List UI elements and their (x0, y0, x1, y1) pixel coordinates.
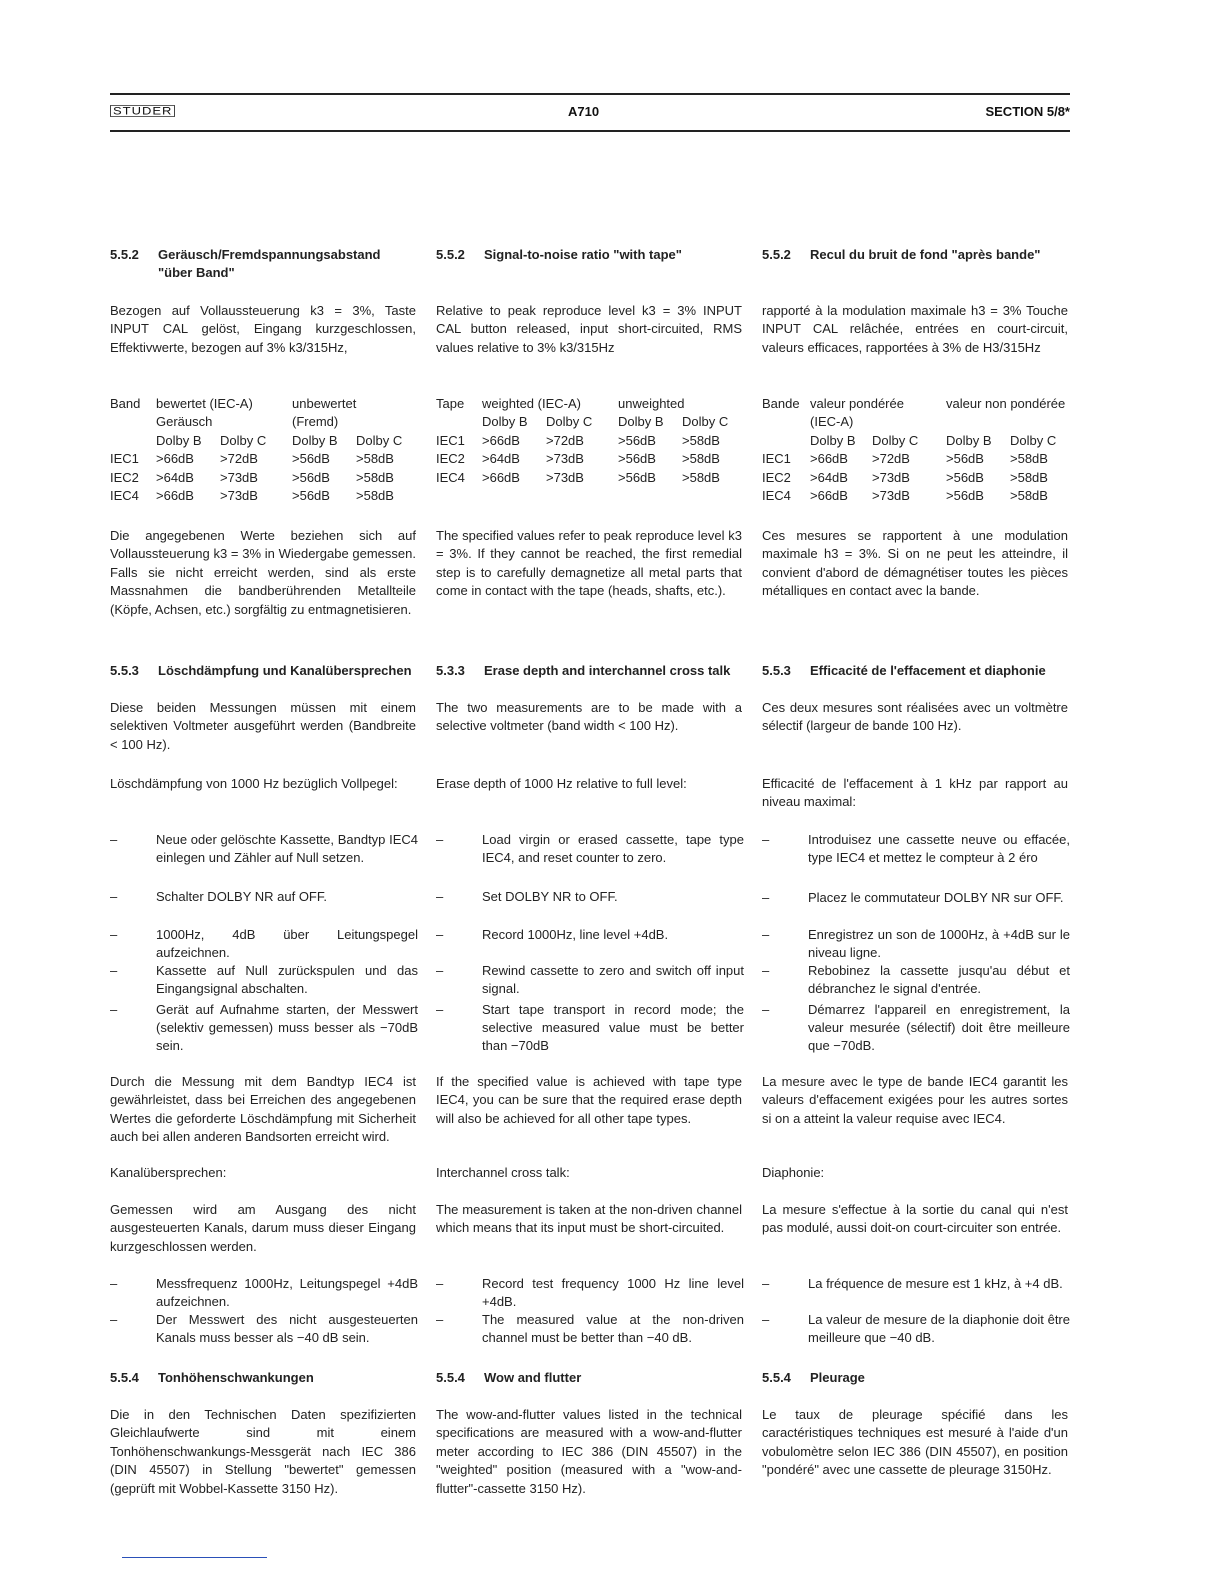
table-weighted-header: valeur pondérée (810, 396, 904, 411)
table-tape-type: IEC4 (110, 488, 139, 504)
list-dash: – (762, 1312, 770, 1327)
table-value: >64dB (156, 469, 194, 485)
list-item-text: Rebobinez la cassette jusqu'au début et débranchez le signal d'entrée. (808, 963, 1070, 996)
heading-title: Signal-to-noise ratio "with tape" (484, 247, 682, 262)
header-rule-top (110, 93, 1070, 95)
heading-title: Wow and flutter (484, 1370, 582, 1385)
paragraph: La mesure s'effectue à la sortie du canal qui n'est pas modulé, aussi doit-on court-circuiter son entrée. (762, 1202, 1068, 1236)
table-dolby-header: Dolby C (220, 432, 267, 448)
table-value: >56dB (618, 469, 656, 485)
heading-title: Efficacité de l'effacement et diaphonie (810, 663, 1046, 678)
section-heading (762, 662, 1068, 680)
table-value: >64dB (810, 469, 848, 485)
table-value: >66dB (482, 432, 520, 448)
table-value: >56dB (292, 469, 330, 485)
paragraph: The two measurements are to be made with a selective voltmeter (band width < 100 Hz). (436, 700, 742, 734)
table-tape-type: IEC1 (762, 451, 791, 467)
table-dolby-header: Dolby C (682, 414, 729, 430)
list-dash: – (762, 963, 770, 978)
table-row (110, 487, 416, 505)
list-dash: – (436, 1276, 444, 1291)
table-dolby-header: Dolby B (946, 432, 992, 448)
table-spacer (110, 432, 156, 450)
paragraph: If the specified value is achieved with tape type IEC4, you can be sure that the required erase depth will also be achieved for all other tape types. (436, 1074, 742, 1126)
heading-title: Recul du bruit de fond "après bande" (810, 247, 1041, 262)
table-value: >73dB (546, 469, 584, 485)
table-value: >66dB (482, 469, 520, 485)
list-item-text: Load virgin or erased cassette, tape type IEC4, and reset counter to zero. (482, 832, 744, 865)
list-dash: – (762, 890, 770, 905)
section-heading (436, 246, 742, 264)
list-item-text: Neue oder gelöschte Kassette, Bandtyp IEC4 einlegen und Zähler auf Null setzen. (156, 832, 418, 865)
heading-number: 5.5.4 (436, 1370, 465, 1385)
table-value: >72dB (220, 451, 258, 467)
paragraph: Efficacité de l'effacement à 1 kHz par rapport au niveau maximal: (762, 776, 1068, 810)
section-heading (762, 246, 1068, 264)
table-weighted-sub: Geräusch (156, 414, 213, 430)
table-value: >56dB (946, 488, 984, 504)
heading-title: Geräusch/Fremdspannungsabstand "über Band" (158, 247, 381, 280)
list-dash: – (436, 1312, 444, 1327)
list-item-text: Kassette auf Null zurückspulen und das Eingangsignal abschalten. (156, 963, 418, 996)
table-tape-type: IEC2 (762, 469, 791, 485)
table-unweighted-header: unweighted (618, 396, 685, 411)
list-dash: – (436, 927, 444, 942)
table-value: >56dB (292, 451, 330, 467)
list-item-text: La fréquence de mesure est 1 kHz, à +4 dB. (808, 1276, 1063, 1291)
paragraph: Diese beiden Messungen müssen mit einem selektiven Voltmeter ausgeführt werden (Bandbreite < 100 Hz). (110, 700, 416, 752)
list-dash: – (110, 889, 118, 904)
heading-title: Tonhöhenschwankungen (158, 1370, 314, 1385)
header-rule-bottom (110, 130, 1070, 132)
paragraph: Löschdämpfung von 1000 Hz bezüglich Vollpegel: (110, 776, 398, 791)
table-dolby-header: Dolby B (618, 414, 664, 430)
list-dash: – (762, 1276, 770, 1291)
table-value: >66dB (810, 488, 848, 504)
table-row (436, 450, 742, 468)
list-dash: – (436, 832, 444, 847)
studer-logo: STUDER (110, 105, 175, 117)
paragraph: Interchannel cross talk: (436, 1165, 570, 1180)
heading-number: 5.5.4 (762, 1370, 791, 1385)
heading-number: 5.5.4 (110, 1370, 139, 1385)
table-unweighted-sub: (Fremd) (292, 414, 339, 430)
table-weighted-header: weighted (IEC-A) (482, 396, 581, 411)
list-item-text: Record 1000Hz, line level +4dB. (482, 927, 669, 942)
heading-title: Pleurage (810, 1370, 865, 1385)
paragraph: Diaphonie: (762, 1165, 825, 1180)
section-heading (110, 246, 416, 282)
paragraph: The measurement is taken at the non-driven channel which means that its input must be short-circuited. (436, 1202, 742, 1236)
list-dash: – (762, 1002, 770, 1017)
table-weighted-header: bewertet (IEC-A) (156, 396, 253, 411)
model-number: A710 (568, 104, 600, 119)
table-value: >58dB (356, 488, 394, 504)
heading-number: 5.5.3 (110, 663, 139, 678)
table-value: >73dB (220, 469, 258, 485)
table-dolby-header: Dolby C (546, 414, 593, 430)
table-row (762, 450, 1070, 468)
paragraph: Die in den Technischen Daten spezifizierten Gleichlaufwerte sind mit einem Tonhöhenschwankungs-Messgerät nach IEC 386 (DIN 45507) in Stellung "bewertet" gemessen (geprüft mit Wobbel-Kassette 3150 Hz). (110, 1407, 416, 1496)
list-dash: – (110, 1276, 118, 1291)
table-tape-type: IEC2 (110, 469, 139, 485)
list-item-text: Enregistrez un son de 1000Hz, à +4dB sur le niveau ligne. (808, 927, 1070, 960)
section-heading (436, 662, 742, 680)
table-value: >58dB (682, 469, 720, 485)
list-dash: – (762, 927, 770, 942)
table-value: >73dB (220, 488, 258, 504)
noise-table (762, 395, 1070, 505)
table-unweighted-header: unbewertet (292, 396, 357, 411)
list-item-text: Démarrez l'appareil en enregistrement, la valeur mesurée (sélectif) doit être meilleure que −70dB. (808, 1002, 1070, 1053)
list-item-text: The measured value at the non-driven channel must be better than −40 dB. (482, 1312, 744, 1345)
list-item-text: Start tape transport in record mode; the selective measured value must be better than −70dB (482, 1002, 744, 1053)
list-dash: – (762, 832, 770, 847)
table-spacer (110, 413, 156, 431)
list-item-text: Rewind cassette to zero and switch off input signal. (482, 963, 744, 996)
list-dash: – (110, 927, 118, 942)
table-value: >56dB (946, 451, 984, 467)
section-heading (436, 1369, 742, 1387)
table-spacer (762, 432, 810, 450)
table-row (436, 469, 742, 487)
table-value: >72dB (546, 432, 584, 448)
table-row (762, 469, 1070, 487)
table-dolby-header: Dolby C (356, 432, 403, 448)
paragraph: Bezogen auf Vollaussteuerung k3 = 3%, Taste INPUT CAL gelöst, Eingang kurzgeschlossen, Effektivwerte, bezogen auf 3% k3/315Hz, (110, 303, 416, 355)
table-value: >66dB (810, 451, 848, 467)
table-value: >66dB (156, 488, 194, 504)
table-dolby-header: Dolby C (872, 432, 919, 448)
table-value: >73dB (872, 488, 910, 504)
table-tape-type: IEC2 (436, 451, 465, 467)
paragraph: Le taux de pleurage spécifié dans les caractéristiques techniques est mesuré à l'aide d'un vobulomètre selon IEC 386 (DIN 45507), en position "pondéré" avec une cassette de pleurage 3150Hz. (762, 1407, 1068, 1478)
heading-title: Erase depth and interchannel cross talk (484, 663, 731, 678)
table-value: >58dB (356, 451, 394, 467)
list-item-text: Placez le commutateur DOLBY NR sur OFF. (808, 890, 1064, 905)
list-item-text: Introduisez une cassette neuve ou effacée, type IEC4 et mettez le compteur à 2 éro (808, 832, 1070, 865)
table-value: >58dB (1010, 488, 1048, 504)
paragraph: Relative to peak reproduce level k3 = 3% INPUT CAL button released, input short-circuited, RMS values relative to 3% k3/315Hz (436, 303, 742, 355)
table-tape-type: IEC4 (436, 469, 465, 485)
paragraph: Erase depth of 1000 Hz relative to full level: (436, 776, 687, 791)
table-value: >73dB (872, 469, 910, 485)
list-dash: – (436, 1002, 444, 1017)
list-dash: – (110, 1312, 118, 1327)
list-dash: – (436, 889, 444, 904)
list-item-text: La valeur de mesure de la diaphonie doit être meilleure que −40 dB. (808, 1312, 1070, 1345)
section-heading (110, 662, 416, 680)
heading-number: 5.5.2 (762, 247, 791, 262)
noise-table (436, 395, 742, 487)
table-dolby-header: Dolby C (1010, 432, 1057, 448)
table-dolby-header: Dolby B (810, 432, 856, 448)
table-spacer (436, 413, 482, 431)
paragraph: rapporté à la modulation maximale h3 = 3% Touche INPUT CAL relâchée, entrées en court-circuit, valeurs efficaces, rapportées à 3% de H3/315Hz (762, 303, 1068, 355)
table-weighted-sub: (IEC-A) (810, 414, 854, 430)
list-item-text: Messfrequenz 1000Hz, Leitungspegel +4dB aufzeichnen. (156, 1276, 418, 1309)
table-dolby-header: Dolby B (482, 414, 528, 430)
table-row (762, 487, 1070, 505)
table-value: >58dB (1010, 451, 1048, 467)
heading-number: 5.5.2 (110, 247, 139, 262)
paragraph: Ces deux mesures sont réalisées avec un voltmètre sélectif (largeur de bande 100 Hz). (762, 700, 1068, 734)
table-value: >64dB (482, 451, 520, 467)
paragraph: The specified values refer to peak reproduce level k3 = 3%. If they cannot be reached, the first remedial step is to carefully demagnetize all metal parts that come in contact with the tape (heads, shafts, etc.). (436, 528, 742, 599)
table-unweighted-header: valeur non pondérée (946, 396, 1066, 411)
table-value: >58dB (1010, 469, 1048, 485)
table-value: >73dB (546, 451, 584, 467)
table-tape-type: IEC4 (762, 488, 791, 504)
table-dolby-header: Dolby B (156, 432, 202, 448)
table-row (110, 450, 416, 468)
paragraph: Gemessen wird am Ausgang des nicht ausgesteuerten Kanals, darum muss dieser Eingang kurzgeschlossen werden. (110, 1202, 416, 1254)
table-value: >72dB (872, 451, 910, 467)
section-number: SECTION 5/8* (985, 104, 1070, 119)
heading-title: Löschdämpfung und Kanalübersprechen (158, 663, 412, 678)
list-item-text: Gerät auf Aufnahme starten, der Messwert (selektiv gemessen) muss besser als −70dB sein. (156, 1002, 418, 1053)
table-tape-type: IEC1 (436, 432, 465, 448)
table-dolby-header: Dolby B (292, 432, 338, 448)
heading-number: 5.3.3 (436, 663, 465, 678)
table-value: >56dB (292, 488, 330, 504)
list-item-text: Record test frequency 1000 Hz line level +4dB. (482, 1276, 744, 1309)
list-dash: – (110, 832, 118, 847)
paragraph: Kanalübersprechen: (110, 1165, 227, 1180)
paragraph: Die angegebenen Werte beziehen sich auf Vollaussteuerung k3 = 3% in Wiedergabe gemessen. Falls sie nicht erreicht werden, sind als erste Massnahmen die bandberührenden Metallteile (Köpfe, Achsen, etc.) sorgfältig zu entmagnetisieren. (110, 528, 416, 617)
list-dash: – (436, 963, 444, 978)
table-row (436, 432, 742, 450)
table-unweighted-sub (946, 413, 1070, 431)
table-band-header: Band (110, 396, 141, 411)
footnote-rule (122, 1557, 267, 1558)
table-row (110, 469, 416, 487)
paragraph: La mesure avec le type de bande IEC4 garantit les valeurs d'effacement exigées pour les autres sortes si on a atteint la valeur requise avec IEC4. (762, 1074, 1068, 1126)
heading-number: 5.5.2 (436, 247, 465, 262)
paragraph: Durch die Messung mit dem Bandtyp IEC4 ist gewährleistet, dass bei Erreichen des angegebenen Wertes die geforderte Löschdämpfung mit Sicherheit auch bei allen anderen Bandsorten erreicht wird. (110, 1074, 416, 1145)
table-value: >56dB (618, 432, 656, 448)
table-tape-type: IEC1 (110, 451, 139, 467)
table-value: >58dB (682, 451, 720, 467)
section-heading (110, 1369, 416, 1387)
table-band-header: Bande (762, 396, 800, 411)
list-item-text: Schalter DOLBY NR auf OFF. (156, 889, 327, 904)
table-value: >56dB (618, 451, 656, 467)
list-item-text: Set DOLBY NR to OFF. (482, 889, 618, 904)
heading-number: 5.5.3 (762, 663, 791, 678)
table-band-header: Tape (436, 396, 465, 411)
section-heading (762, 1369, 1068, 1387)
table-value: >58dB (682, 432, 720, 448)
list-item-text: Der Messwert des nicht ausgesteuerten Kanals muss besser als −40 dB sein. (156, 1312, 418, 1345)
table-spacer (762, 413, 810, 431)
table-value: >58dB (356, 469, 394, 485)
list-dash: – (110, 963, 118, 978)
noise-table (110, 395, 416, 505)
list-item-text: 1000Hz, 4dB über Leitungspegel aufzeichnen. (156, 927, 418, 960)
paragraph: Ces mesures se rapportent à une modulation maximale h3 = 3%. Si on ne peut les atteindre, il convient d'abord de démagnétiser toutes les pièces métalliques en contact avec la bande. (762, 528, 1068, 599)
table-value: >56dB (946, 469, 984, 485)
paragraph: The wow-and-flutter values listed in the technical specifications are measured with a wow-and-flutter meter according to IEC 386 (DIN 45507) in the "weighted" position (measured with a "wow-and-flutter"-cassette 3150 Hz). (436, 1407, 742, 1496)
table-value: >66dB (156, 451, 194, 467)
list-dash: – (110, 1002, 118, 1017)
